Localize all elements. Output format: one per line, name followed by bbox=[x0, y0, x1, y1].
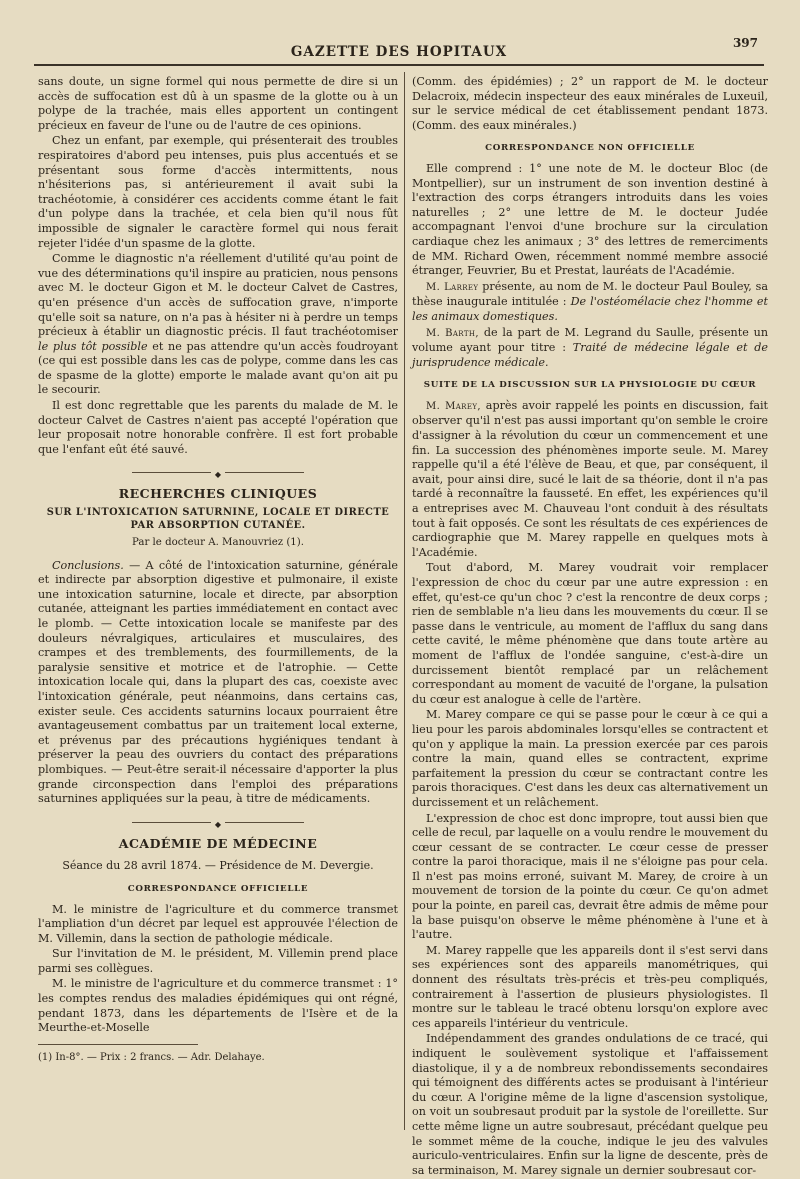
section-title: RECHERCHES CLINIQUES bbox=[118, 486, 318, 502]
subsection-heading: SUITE DE LA DISCUSSION SUR LA PHYSIOLOGIE DU CŒUR bbox=[423, 380, 757, 391]
paragraph: (Comm. des épidémies) ; 2° un rapport de M. le docteur Delacroix, médecin inspecteur des eaux minérales de Luxeuil, sur le service médical de cet établissement pendant 1873. (Comm. des eaux minérales.) bbox=[412, 75, 768, 132]
section-subtitle: PAR ABSORPTION CUTANÉE. bbox=[130, 520, 306, 532]
conclusions-label: Conclusions. bbox=[52, 558, 124, 572]
paragraph: Tout d'abord, M. Marey voudrait voir remplacer l'expression de choc du cœur par une autre expression : en effet, qu'est-ce qu'un choc ? c'est la rencontre de deux corps ; rien de semblable n'a lieu dans les mouvements du cœur. Il se passe dans le ventricule, au moment de l'afflux du sang dans cette cavité, le même phénomène que dans toute artère au moment de l'afflux de l'ondée sanguine, c'est-à-dire un durcissement bientôt remplacé par un relâchement correspondant au moment de vacuité de l'organe, la pulsation du cœur est analogue à celle de l'artère. bbox=[412, 561, 768, 706]
page-header bbox=[34, 34, 764, 66]
column-divider bbox=[404, 72, 405, 1130]
paragraph-text: présente, au nom de M. le docteur Paul Bouley, sa thèse inaugurale intitulée : bbox=[412, 279, 768, 309]
emphasis: De l'ostéomélacie chez l'homme et les animaux domestiques. bbox=[412, 295, 768, 323]
page-number: 397 bbox=[732, 36, 758, 50]
paragraph: sans doute, un signe formel qui nous permette de dire si un accès de suffocation est dû à un spasme de la glotte ou à un polype de la trachée, mais elles apportent un contingent précieux en faveur de l'une ou de l'autre de ces opinions. bbox=[38, 75, 398, 132]
journal-title: GAZETTE DES HOPITAUX bbox=[290, 44, 508, 60]
subsection-heading: CORRESPONDANCE OFFICIELLE bbox=[127, 883, 309, 894]
paragraph-text: — A côté de l'intoxication saturnine, générale et indirecte par absorption digestive et pulmonaire, il existe une intoxication saturnine, locale et directe, par absorption cutanée, atteignant les parties immédiatement en contact avec le plomb. — Cette intoxication locale se manifeste par des douleurs névralgiques, articulaires et musculaires, des crampes et des tremblements, des fourmillements, de la paralysie sensitive et motrice et de l'atrophie. — Cette intoxication locale qui, dans la plupart des cas, coexiste avec l'intoxication générale, peut néanmoins, dans certains cas, exister seule. Ces accidents saturnins locaux pourraient être avantageusement combattus par un traitement local externe, et prévenus par des précautions hygiéniques tendant à préserver la peau des ouvriers du contact des préparations plombiques. — Peut-être serait-il nécessaire d'apporter la plus grande circonspection dans l'emploi des préparations saturnines appliquées sur la peau, à titre de médicaments. bbox=[38, 558, 398, 806]
paragraph bbox=[412, 399, 768, 561]
paragraph bbox=[412, 280, 768, 325]
section-subtitle: SUR L'INTOXICATION SATURNINE, LOCALE ET DIRECTE bbox=[46, 507, 390, 519]
paragraph: Sur l'invitation de M. le président, M. Villemin prend place parmi ses collègues. bbox=[38, 947, 398, 975]
footnote: (1) In-8°. — Prix : 2 francs. — Adr. Delahaye. bbox=[38, 1044, 198, 1066]
subsection-heading: CORRESPONDANCE NON OFFICIELLE bbox=[485, 143, 695, 154]
paragraph: Indépendamment des grandes ondulations de ce tracé, qui indiquent le soulèvement systolique et l'affaissement diastolique, il y a de nombreux rebondissements secondaires qui témoignent des différents actes se produisant à l'intérieur du cœur. A l'origine même de la ligne d'ascension systolique, on voit un soubresaut produit par la systole de l'oreillette. Sur cette même ligne un autre soubresaut, précédant quelque peu le sommet même de la couche, indique le jeu des valvules auriculo-ventriculaires. Enfin sur la ligne de descente, près de sa terminaison, M. Marey signale un dernier soubresaut cor- bbox=[412, 1032, 768, 1177]
emphasis: le plus tôt possible bbox=[38, 339, 148, 353]
paragraph: Elle comprend : 1° une note de M. le docteur Bloc (de Montpellier), sur un instrument de son invention destiné à l'extraction des corps étrangers introduits dans les voies naturelles ; 2° une lettre de M. le docteur Judée accompagnant l'envoi d'une brochure sur la circulation cardiaque chez les animaux ; 3° des lettres de remerciments de MM. Richard Owen, récemment nommé membre associé étranger, Feuvrier, Bu et Prestat, lauréats de l'Académie. bbox=[412, 161, 768, 278]
speaker-name: M. Marey, bbox=[426, 400, 481, 412]
section-separator: ◆ bbox=[38, 817, 398, 827]
section-separator: ◆ bbox=[38, 467, 398, 477]
speaker-name: M. Barth, bbox=[426, 327, 480, 339]
paragraph: M. Marey compare ce qui se passe pour le cœur à ce qui a lieu pour les parois abdominales lorsqu'elles se contractent et qu'on y applique la main. La pression exercée par ces parois contre la main, quand elles se contractent, exprime parfaitement la pression du cœur se contractant contre les parois thoraciques. C'est dans les deux cas alternativement un durcissement et un relâchement. bbox=[412, 708, 768, 809]
paragraph-text: de la part de M. Legrand du Saulle, présente un volume ayant pour titre : bbox=[412, 325, 769, 355]
left-column bbox=[38, 75, 398, 1065]
paragraph-text: après avoir rappelé les points en discussion, fait observer qu'il n'est pas aussi important qu'on semble le croire d'assigner à la révolution du cœur un commencement et une fin. La succession des phénomènes importe seule. M. Marey rappelle qu'il a été l'élève de Beau, et que, par conséquent, il avait, pour ainsi dire, sucé le lait de sa théorie, dont il n'a pas tardé à reconnaître la fausseté. En effet, les expériences qu'il a entreprises avec M. Chauveau l'ont conduit à des résultats tout à fait opposés. Ce sont les résultats de ces expériences de cardiographie que M. Marey rappelle en quelques mots à l'Académie. bbox=[412, 398, 769, 559]
paragraph: M. le ministre de l'agriculture et du commerce transmet : 1° les comptes rendus des maladies épidémiques qui ont régné, pendant 1873, dans les départements de l'Isère et de la Meurthe-et-Moselle bbox=[38, 977, 398, 1035]
right-column bbox=[412, 75, 768, 1179]
paragraph: Il est donc regrettable que les parents du malade de M. le docteur Calvet de Castres n'aient pas accepté l'opération que leur proposait notre honorable confrère. Il est fort probable que l'enfant eût été sauvé. bbox=[38, 399, 398, 456]
paragraph-text: Comme le diagnostic n'a réellement d'utilité qu'au point de vue des déterminations qu'il inspire au praticien, nous pensons avec M. le docteur Gigon et M. le docteur Calvet de Castres, qu'en présence d'un accès de suffocation grave, n'importe qu'elle soit sa nature, on n'a pas à hésiter ni à perdre un temps précieux à établir un diagnostic précis. Il faut trachéotomiser bbox=[38, 252, 398, 339]
session-line: Séance du 28 avril 1874. — Présidence de M. Devergie. bbox=[62, 859, 374, 873]
byline: Par le docteur A. Manouvriez (1). bbox=[131, 537, 305, 549]
paragraph bbox=[38, 559, 398, 807]
paragraph: M. le ministre de l'agriculture et du commerce transmet l'ampliation d'un décret par lequel est approuvée l'élection de M. Villemin, dans la section de pathologie médicale. bbox=[38, 902, 398, 945]
paragraph-text: et ne pas attendre qu'un accès foudroyant (ce qui est possible dans les cas de polype, comme dans les cas de spasme de la glotte) emporte le malade avant qu'on ait pu le secourir. bbox=[38, 339, 398, 397]
section-title: ACADÉMIE DE MÉDECINE bbox=[118, 835, 318, 851]
emphasis: Traité de médecine légale et de jurisprudence médicale. bbox=[412, 341, 768, 369]
paragraph: Chez un enfant, par exemple, qui présenterait des troubles respiratoires d'abord peu intenses, puis plus accentués et se présentant sous forme d'accès intermittents, nous n'hésiterions pas, si antérieurement il avait subi la trachéotomie, à considérer ces accidents comme étant le fait d'un polype dans la trachée, et cela bien qu'il nous fût impossible de signaler le caractère formel qui nous ferait rejeter l'idée d'un spasme de la glotte. bbox=[38, 134, 398, 250]
paragraph bbox=[412, 326, 768, 371]
paragraph: L'expression de choc est donc impropre, tout aussi bien que celle de recul, par laquelle on a voulu rendre le mouvement du cœur cessant de se contracter. Le cœur cesse de presser contre la paroi thoracique, mais il ne s'éloigne pas pour cela. Il n'est pas moins erroné, suivant M. Marey, de croire à un mouvement de torsion de la pointe du cœur. Ce qu'on admet pour la pointe, en pareil cas, devrait être admis de même pour la base puisqu'on observe le même phénomène à l'une et à l'autre. bbox=[412, 811, 768, 942]
paragraph: M. Marey rappelle que les appareils dont il s'est servi dans ses expériences sont des appareils manométriques, qui donnent des résultats très-précis et très-peu compliqués, contrairement à l'assertion de plusieurs physiologistes. Il montre sur le tableau le tracé obtenu lorsqu'on explore avec ces appareils l'intérieur du ventricule. bbox=[412, 943, 768, 1030]
speaker-name: M. Larrey bbox=[426, 281, 479, 293]
paragraph bbox=[38, 252, 398, 398]
